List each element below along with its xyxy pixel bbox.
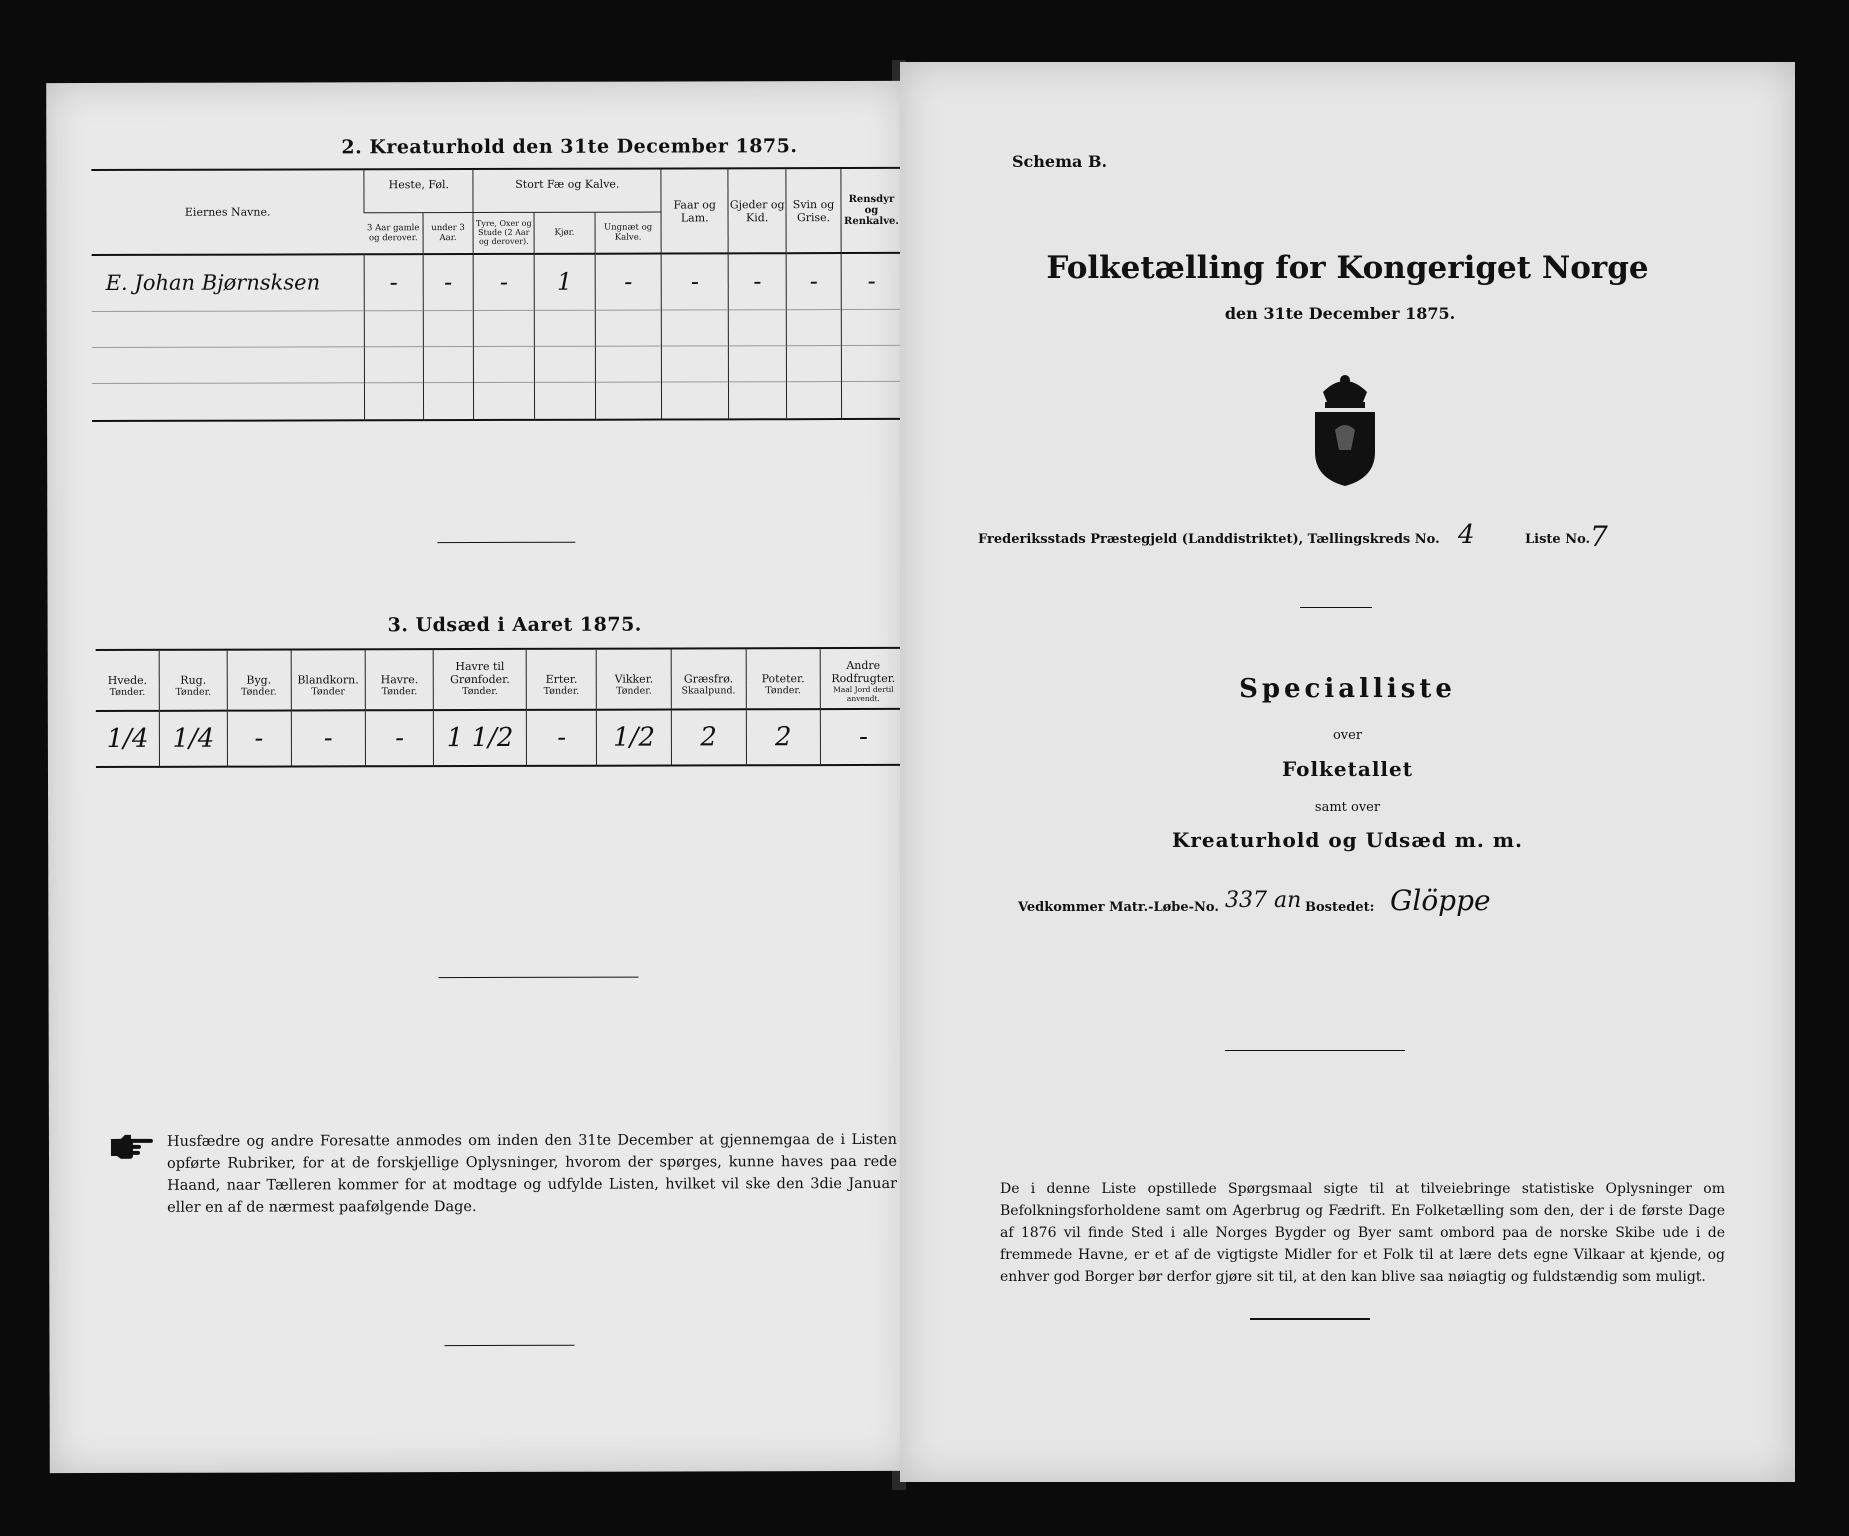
crop-name-header: Poteter. bbox=[746, 649, 821, 685]
district-number: 4 bbox=[1458, 520, 1475, 550]
col-cattle-header: Stort Fæ og Kalve. bbox=[473, 170, 661, 212]
col-young-cattle-header: Ungnæt og Kalve. bbox=[595, 212, 662, 254]
pointing-hand-icon bbox=[109, 1133, 149, 1163]
crop-value: 1 1/2 bbox=[434, 710, 527, 766]
purpose-paragraph: De i denne Liste opstillede Spørgsmaal sigte til at tilveiebringe statistiske Oplysninger om Befolkningsforholdene samt om Agerbrug og Fædrift. En Folketælling som den, der i de første Dage af 1876 vil finde Sted i alle Norges Bygder og Byer samt ombord paa de norske Skibe ude i de fremmede Havne, er et af de vigtigste Midler for et Folk til at lære dets egne Vilkaar at kjende, og enhver god Borger bør derfor gjøre sit til, at den kan blive saa nøiagtig og fuldstændig som muligt. bbox=[1000, 1181, 1725, 1285]
crop-unit-header: Tønder. bbox=[227, 686, 291, 710]
divider bbox=[1225, 1050, 1405, 1051]
bostedet-label: Bostedet: bbox=[1305, 900, 1375, 915]
crop-value: - bbox=[526, 710, 596, 766]
crop-name-header: Hvede. bbox=[107, 673, 148, 687]
folketallet-heading: Folketallet bbox=[1282, 757, 1413, 781]
crop-table bbox=[96, 649, 906, 768]
livestock-value: - bbox=[786, 253, 841, 309]
col-cows-header: Kjør. bbox=[534, 212, 595, 254]
col-sheep-header: Faar og Lam. bbox=[661, 169, 728, 253]
crop-value: 2 bbox=[671, 709, 746, 765]
section2-title: 2. Kreaturhold den 31te December 1875. bbox=[341, 135, 798, 159]
livestock-value: - bbox=[662, 253, 729, 309]
livestock-table bbox=[91, 169, 902, 422]
right-page bbox=[900, 62, 1795, 1482]
owner-name: E. Johan Bjørnsksen bbox=[92, 254, 365, 311]
liste-number: 7 bbox=[1590, 520, 1608, 553]
bostedet-value: Glöppe bbox=[1390, 884, 1491, 917]
crop-name-header: Byg. bbox=[227, 650, 291, 686]
crop-value: - bbox=[365, 710, 433, 766]
col-horses-header: Heste, Føl. bbox=[364, 170, 473, 212]
col-goats-header: Gjeder og Kid. bbox=[728, 169, 786, 253]
kreaturhold-heading: Kreaturhold og Udsæd m. m. bbox=[1172, 828, 1523, 852]
divider bbox=[439, 977, 639, 979]
coat-of-arms-icon bbox=[1305, 370, 1385, 494]
crop-unit-header: Tønder. bbox=[526, 686, 596, 710]
livestock-value: - bbox=[474, 254, 535, 310]
matr-label: Vedkommer Matr.-Løbe-No. bbox=[1018, 900, 1219, 915]
col-oxen-header: Tyre, Oxer og Stude (2 Aar og derover). bbox=[473, 212, 534, 254]
col-horses-3plus-header: 3 Aar gamle og derover. bbox=[364, 212, 422, 254]
livestock-value: - bbox=[364, 254, 422, 310]
crop-value: 1/4 bbox=[96, 711, 160, 767]
crop-unit-header: Skaalpund. bbox=[671, 685, 746, 709]
crop-unit-header: Tønder. bbox=[746, 685, 821, 709]
crop-name-header: Andre Rodfrugter. bbox=[820, 649, 905, 685]
divider bbox=[1300, 607, 1372, 608]
divider bbox=[444, 1345, 574, 1346]
district-label: Frederiksstads Præstegjeld (Landdistriktet), Tællingskreds No. bbox=[978, 532, 1440, 547]
divider bbox=[1250, 1318, 1370, 1320]
col-reindeer-header: Rensdyr og Renkalve. bbox=[841, 169, 902, 253]
specialliste-heading: Specialliste bbox=[1239, 674, 1456, 704]
livestock-value: - bbox=[423, 254, 474, 310]
divider bbox=[437, 542, 575, 543]
col-pigs-header: Svin og Grise. bbox=[786, 169, 841, 253]
crop-value: - bbox=[227, 710, 291, 766]
liste-label: Liste No. bbox=[1525, 532, 1591, 547]
crop-value: 1/2 bbox=[597, 709, 672, 765]
crop-value: - bbox=[291, 710, 366, 766]
schema-label: Schema B. bbox=[1012, 152, 1108, 171]
livestock-value: 1 bbox=[534, 254, 595, 310]
matr-number: 337 an bbox=[1225, 888, 1302, 913]
crop-unit-header: Tønder. bbox=[160, 687, 227, 711]
left-page bbox=[46, 81, 910, 1473]
main-title: Folketælling for Kongeriget Norge bbox=[1046, 250, 1649, 286]
crop-name-header: Havre. bbox=[365, 650, 433, 686]
instruction-notice: Husfædre og andre Foresatte anmodes om inden den 31te December at gjennemgaa de i Listen opførte Rubriker, for at de forskjellige Oplysninger, hvorom der spørges, kunne haves paa rede Haand, naar Tælleren kommer for at modtage og udfylde Listen, hvilket vil ske den 3die Januar eller en af de nærmest paafølgende Dage. bbox=[166, 1131, 898, 1216]
samt-over-text: samt over bbox=[1314, 800, 1381, 815]
crop-unit-header: Tønder. bbox=[109, 686, 146, 698]
crop-unit-header: Tønder bbox=[291, 686, 366, 710]
crop-value: 1/4 bbox=[160, 711, 227, 767]
main-subtitle: den 31te December 1875. bbox=[1224, 304, 1456, 323]
livestock-value: - bbox=[841, 253, 902, 309]
crop-name-header: Vikker. bbox=[597, 649, 672, 685]
crop-name-header: Rug. bbox=[160, 651, 227, 687]
col-owner-header: Eiernes Navne. bbox=[184, 205, 271, 219]
section3-title: 3. Udsæd i Aaret 1875. bbox=[387, 613, 642, 637]
livestock-value: - bbox=[595, 254, 662, 310]
crop-name-header: Græsfrø. bbox=[671, 649, 746, 685]
crop-unit-header: Tønder. bbox=[365, 686, 433, 710]
crop-value: - bbox=[820, 709, 906, 765]
crop-name-header: Havre til Grønfoder. bbox=[433, 650, 526, 686]
livestock-value: - bbox=[728, 253, 786, 309]
over-text: over bbox=[1332, 728, 1363, 743]
crop-unit-header: Maal Jord dertil anvendt. bbox=[820, 685, 905, 709]
crop-unit-header: Tønder. bbox=[434, 686, 527, 710]
crop-name-header: Erter. bbox=[526, 650, 596, 686]
crop-unit-header: Tønder. bbox=[597, 685, 672, 709]
crop-name-header: Blandkorn. bbox=[291, 650, 366, 686]
crop-value: 2 bbox=[746, 709, 821, 765]
col-horses-under3-header: under 3 Aar. bbox=[423, 212, 474, 254]
